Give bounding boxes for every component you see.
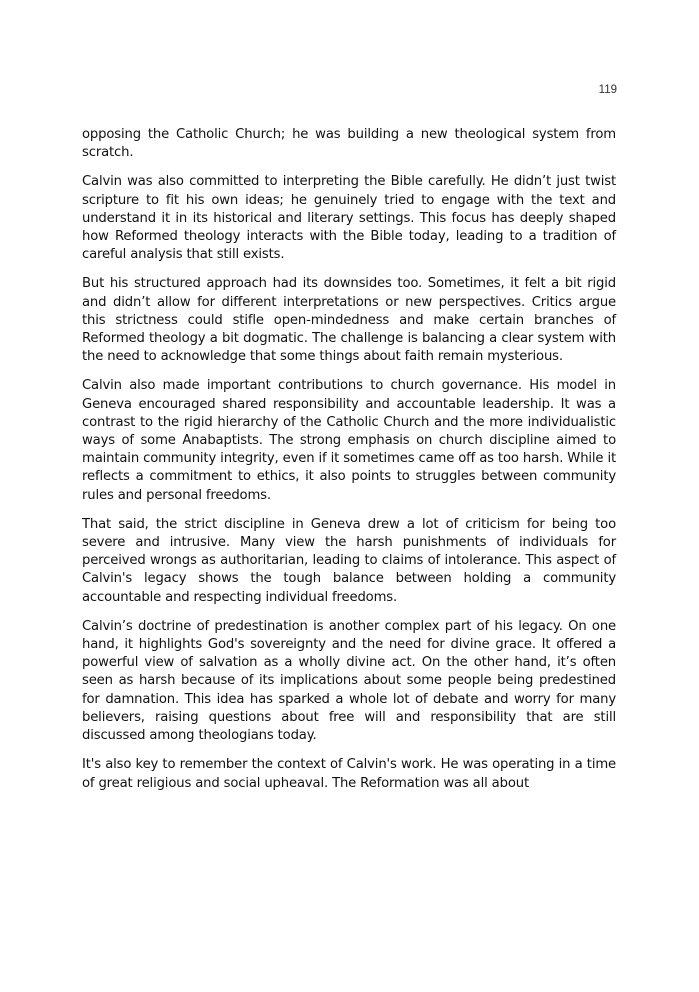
paragraph-historical-context: It's also key to remember the context of Calvin's work. He was operating in a time of great religious and social upheaval. The Reformation was all about [82,757,616,791]
paragraph-geneva-discipline: That said, the strict discipline in Geneva drew a lot of criticism for being too severe and intrusive. Many view the harsh punishments of individuals for perceived wrongs as authoritarian, leading to claims of intolerance. This aspect of Calvin's legacy shows the tough balance between holding a community accountable and respecting individual freedoms. [82,516,616,605]
paragraph-structured-approach: But his structured approach had its downsides too. Sometimes, it felt a bit rigid and didn’t allow for different interpretations or new perspectives. Critics argue this strictness could stifle open-mindedness and make certain branches of Reformed theology a bit dogmatic. The challenge is balancing a clear system with the need to acknowledge that some things about faith remain mysterious. [82,276,616,365]
paragraph-bible-interpretation: Calvin was also committed to interpreting the Bible carefully. He didn’t just twist scripture to fit his own ideas; he genuinely tried to engage with the text and understand it in its historical and literary settings. This focus has deeply shaped how Reformed theology interacts with the Bible today, leading to a tradition of careful analysis that still exists. [82,174,616,263]
paragraph-predestination: Calvin’s doctrine of predestination is another complex part of his legacy. On one hand, it highlights God's sovereignty and the need for divine grace. It offered a powerful view of salvation as a wholly divine act. On the other hand, it’s often seen as harsh because of its implications about some people being predestined for damnation. This idea has sparked a whole lot of debate and worry for many believers, raising questions about free will and responsibility that are still discussed among theologians today. [82,618,616,744]
paragraph-continuation: opposing the Catholic Church; he was building a new theological system from scratch. [82,127,616,161]
page-number: 119 [598,84,617,96]
body-text [82,126,616,804]
paragraph-church-governance: Calvin also made important contributions to church governance. His model in Geneva encouraged shared responsibility and accountable leadership. It was a contrast to the rigid hierarchy of the Catholic Church and the more individualistic ways of some Anabaptists. The strong emphasis on church discipline aimed to maintain community integrity, even if it sometimes came off as too harsh. While it reflects a commitment to ethics, it also points to struggles between community rules and personal freedoms. [82,378,616,503]
